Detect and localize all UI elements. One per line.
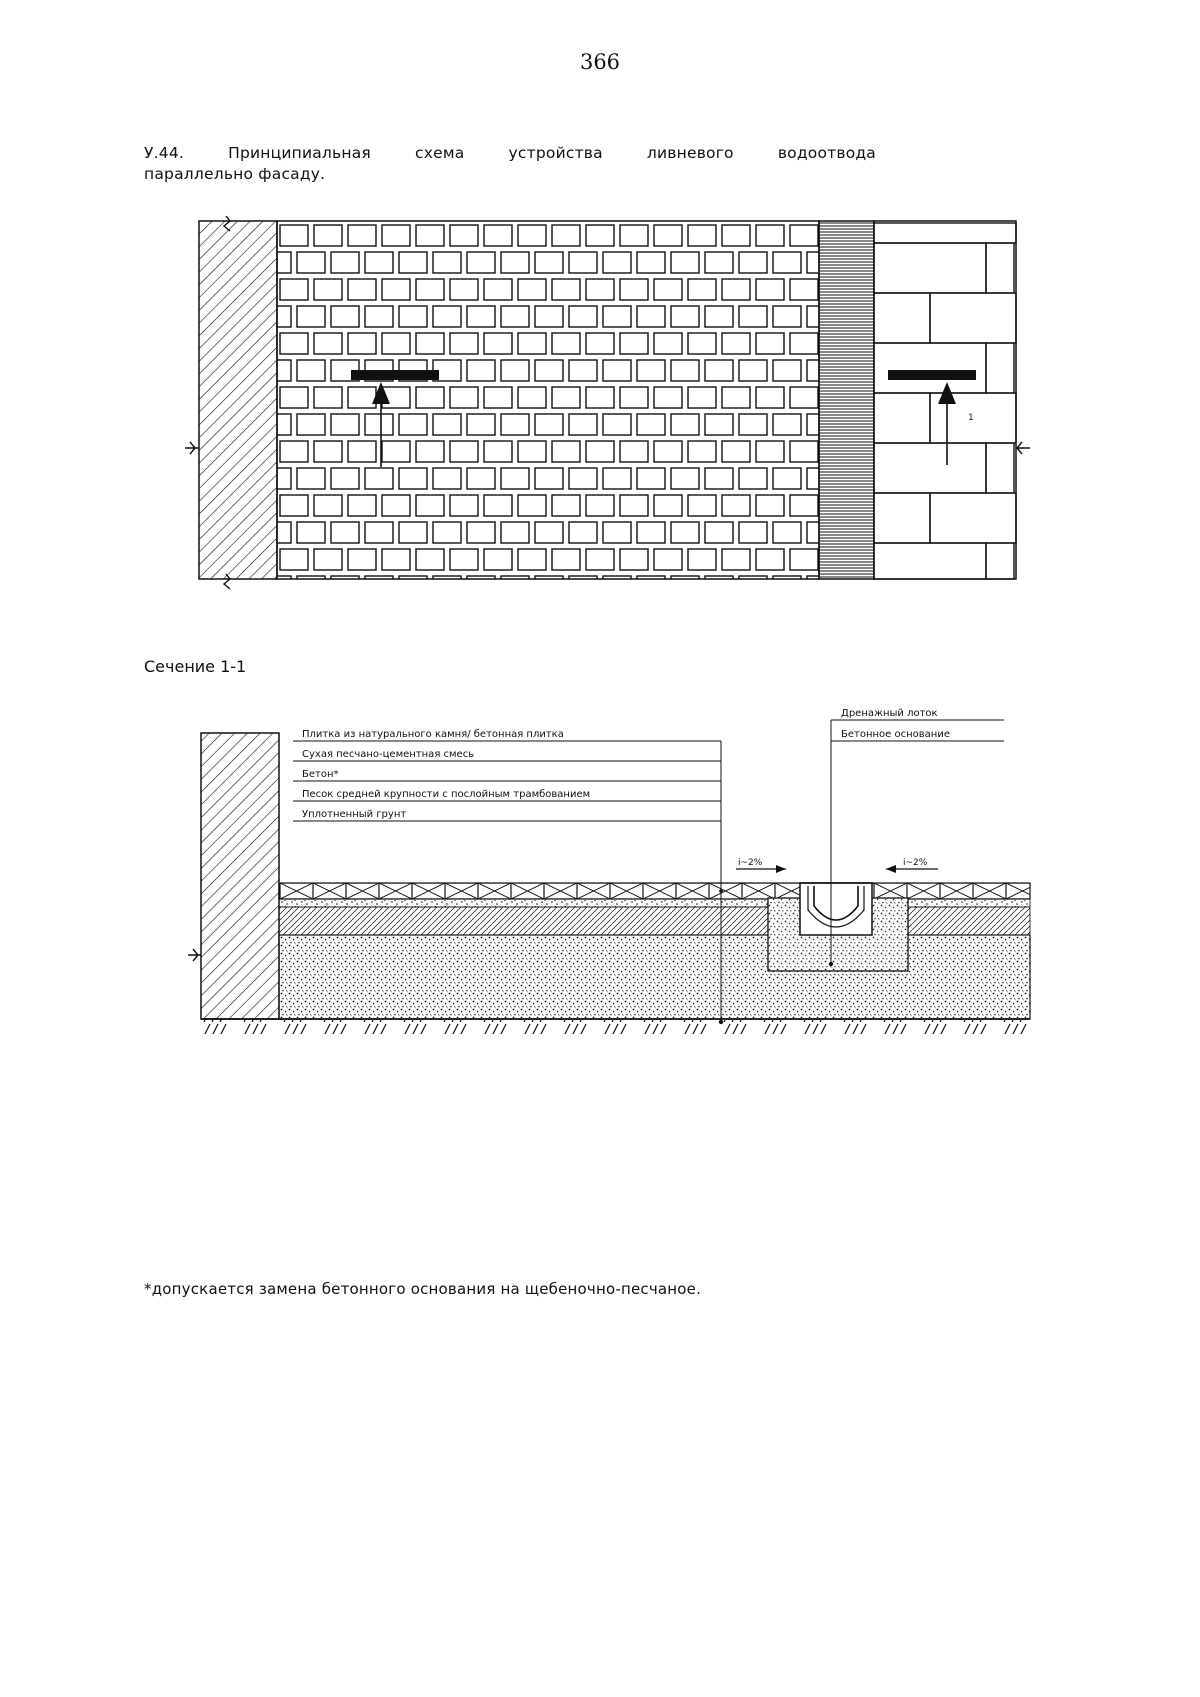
- section-break-mark: [188, 949, 201, 961]
- layer-label-ground: Уплотненный грунт: [302, 809, 407, 820]
- slope-label-left: i~2%: [738, 858, 763, 868]
- ground-hatch: [201, 1020, 1030, 1034]
- footnote: *допускается замена бетонного основания на щебеночно-песчаное.: [144, 1280, 702, 1298]
- section-title: Сечение 1-1: [144, 657, 247, 676]
- layer-tile: [279, 883, 1030, 899]
- drain-label-channel: Дренажный лоток: [841, 708, 938, 719]
- caption-line-2: параллельно фасаду.: [144, 165, 326, 183]
- section-wall: [201, 733, 279, 1019]
- layer-label-sand-cement: Сухая песчано-цементная смесь: [302, 749, 475, 760]
- layer-sand-cement: [279, 899, 1030, 907]
- caption-line-1: У.44. Принципиальная схема устройства ливневого водоотвода: [144, 144, 876, 162]
- layer-label-sand: Песок средней крупности с послойным трамбованием: [302, 789, 591, 800]
- layer-sand: [279, 935, 1030, 1019]
- slope-label-right: i~2%: [903, 858, 928, 868]
- drain-label-base: Бетонное основание: [841, 729, 950, 740]
- page-number: 366: [579, 50, 621, 74]
- section-marker-number: 1: [968, 413, 974, 423]
- layer-label-tile: Плитка из натурального камня/ бетонная плитка: [302, 729, 564, 740]
- layer-concrete: [279, 907, 1030, 935]
- layer-label-concrete: Бетон*: [302, 769, 339, 780]
